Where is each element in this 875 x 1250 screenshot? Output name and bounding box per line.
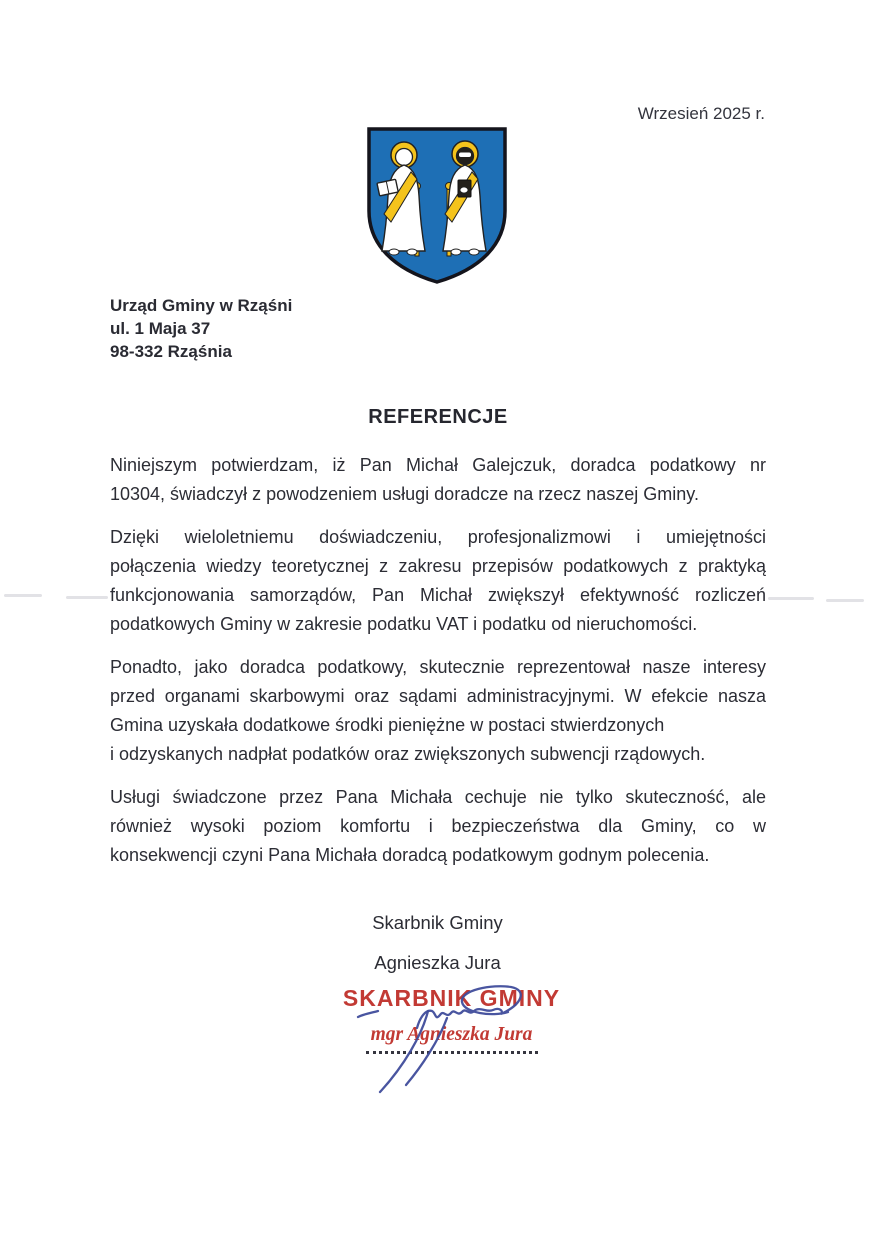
paragraph-line: i odzyskanych nadpłat podatków oraz zwiększonych subwencji rządowych. [110,744,706,764]
paragraph-line: Niniejszym potwierdzam, iż Pan Michał Galejczuk, doradca podatkowy nr [110,455,766,475]
paragraph-line: połączenia wiedzy teoretycznej z zakresu przepisów podatkowych z praktyką [110,556,766,576]
signature-dash-stroke [358,1011,378,1017]
signatory-role: Skarbnik Gminy [372,912,503,933]
paragraph-1 [110,451,766,509]
sender-address [110,294,292,363]
scan-artifact [826,599,864,602]
paragraph-4 [110,783,766,870]
stamp-name-text: mgr Agnieszka Jura [370,1024,533,1045]
stamp-role-text: SKARBNIK GMINY [342,985,561,1011]
scan-artifact [4,594,42,597]
letter-title: REFERENCJE [368,406,508,428]
signatory-name: Agnieszka Jura [374,952,501,973]
foot [469,249,479,255]
paragraph-2 [110,523,766,639]
scan-artifact [66,596,108,599]
foot [451,249,461,255]
paragraph-line: konsekwencji czyni Pana Michała doradcą podatkowym godnym polecenia. [110,845,710,865]
paragraph-line: przed organami skarbowymi oraz sądami administracyjnymi. W efekcie nasza [110,686,766,706]
sender-line-2: ul. 1 Maja 37 [110,319,211,338]
handwritten-signature [340,980,530,1100]
signature-scrawl-stroke [417,986,521,1028]
paragraph-line: Ponadto, jako doradca podatkowy, skutecznie reprezentował nasze interesy [110,657,766,677]
foot [389,249,399,255]
paragraph-line: Dzięki wieloletniemu doświadczeniu, profesjonalizmowi i umiejętności [110,527,766,547]
signature-descender-stroke-2 [406,1018,447,1085]
scan-artifact [768,597,814,600]
paragraph-line: funkcjonowania samorządów, Pan Michał zwiększył efektywność rozliczeń [110,585,766,605]
paragraph-line: Usługi świadczone przez Pana Michała cechuje nie tylko skuteczność, ale [110,787,766,807]
signature-descender-stroke [380,1011,428,1092]
paragraph-3 [110,653,766,769]
sender-line-3: 98-332 Rząśnia [110,342,232,361]
coat-of-arms [364,124,510,288]
paragraph-line: również wysoki poziom komfortu i bezpieczeństwa dla Gminy, co w [110,816,766,836]
hand [460,187,468,193]
head [396,149,413,166]
foot [407,249,417,255]
paragraph-line: 10304, świadczył z powodzeniem usługi doradcze na rzecz naszej Gminy. [110,484,699,504]
letter-date: Wrzesień 2025 r. [637,104,765,123]
face [459,153,471,158]
paragraph-line: podatkowych Gminy w zakresie podatku VAT i podatku od nieruchomości. [110,614,698,634]
paragraph-line: Gmina uzyskała dodatkowe środki pieniężne w postaci stwierdzonych [110,715,665,735]
letter-body [110,406,766,884]
sender-line-1: Urząd Gminy w Rząśni [110,296,293,315]
